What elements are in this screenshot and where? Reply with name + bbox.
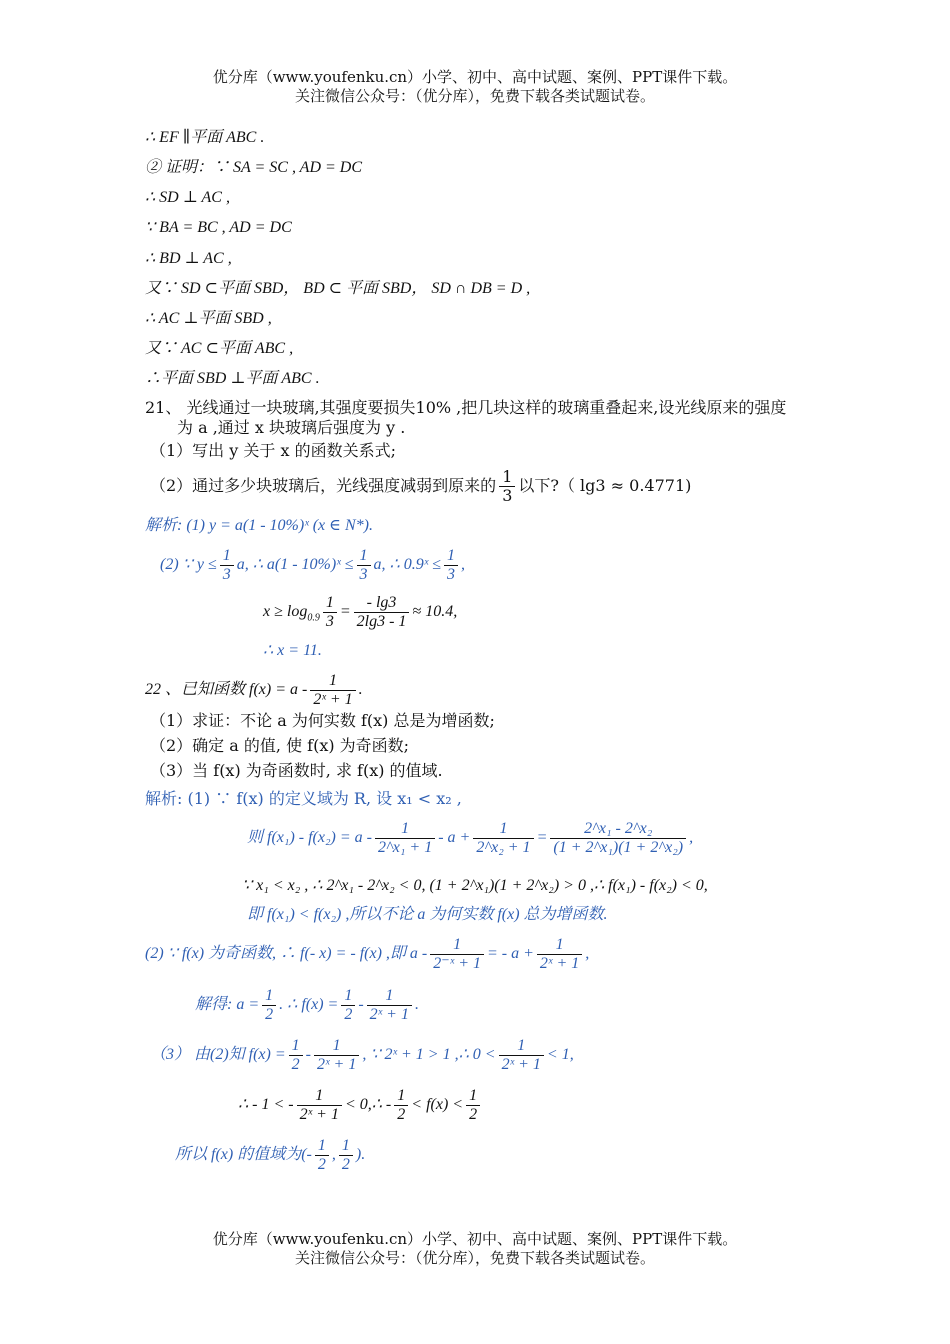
proof-line-5: ∴ BD ⊥ AC , — [145, 250, 232, 267]
q22-solution-4: 即 f(x₁) < f(x₂) ,所以不论 a 为何实数 f(x) 总为增函数. — [247, 906, 608, 923]
q22-title — [145, 672, 363, 709]
proof-line-8: 又∵ AC ⊂平面 ABC , — [145, 340, 294, 357]
fraction — [297, 1087, 342, 1124]
fraction — [473, 820, 533, 857]
proof-line-7: ∴ AC ⊥平面 SBD , — [145, 310, 272, 327]
fraction — [220, 547, 234, 584]
numerator: 1 — [315, 1137, 329, 1156]
numerator: 1 — [367, 987, 412, 1006]
numerator: 1 — [220, 547, 234, 566]
q22-part-3: （3）当 f(x) 为奇函数时, 求 f(x) 的值域. — [150, 761, 443, 780]
s5-c: , — [585, 945, 590, 963]
fraction — [537, 936, 582, 973]
proof-line-6: 又∵ SD ⊂平面 SBD， BD ⊂ 平面 SBD， SD ∩ DB = D , — [145, 280, 531, 297]
numerator: 1 — [357, 547, 371, 566]
numerator: 1 — [310, 672, 355, 691]
denominator: 2 — [397, 1106, 406, 1123]
denominator: 3 — [325, 613, 334, 630]
fraction — [315, 1137, 329, 1174]
fraction — [339, 1137, 353, 1174]
fraction — [310, 672, 355, 709]
sol2-b: a, ∴ a(1 - 10%)ˣ ≤ — [236, 556, 354, 574]
q21-title-2: 为 a ,通过 x 块玻璃后强度为 y . — [177, 418, 406, 437]
fraction — [394, 1087, 408, 1124]
header-line-2: 关注微信公众号：（优分库），免费下载各类试题试卷。 — [294, 87, 655, 105]
fraction — [499, 1037, 544, 1074]
s7-c: , ∵ 2ˣ + 1 > 1 ,∴ 0 < — [362, 1046, 496, 1064]
s8-b: < 0,∴ - — [344, 1096, 392, 1114]
numerator: 1 — [297, 1087, 342, 1106]
fraction — [466, 1087, 480, 1124]
fraction — [323, 594, 337, 631]
denominator: 2ˣ + 1 — [369, 1006, 409, 1023]
sol3-c: = — [339, 603, 351, 621]
s5-b: = - a + — [487, 945, 534, 963]
s6-c: - — [358, 996, 364, 1014]
q21-part-1: （1）写出 y 关于 x 的函数关系式; — [150, 441, 396, 460]
s7-b: - — [305, 1046, 311, 1064]
q21-part-2-text: （2）通过多少块玻璃后，光线强度减弱到原来的 — [150, 476, 497, 495]
denominator: 2ˣ + 1 — [299, 1106, 339, 1123]
sol2-a: (2) ∵ y ≤ — [160, 556, 217, 574]
denominator: 2ˣ + 1 — [539, 955, 580, 972]
s9-b: , — [331, 1146, 336, 1164]
denominator: 3 — [502, 486, 513, 505]
numerator: 1 — [444, 547, 458, 566]
q22-solution-1: 解析: (1) ∵ f(x) 的定义域为 R, 设 x₁ < x₂ , — [145, 789, 462, 808]
header-line-1: 优分库（www.youfenku.cn）小学、初中、高中试题、案例、PPT课件下载。 — [212, 68, 738, 86]
denominator: 2^x₁ + 1 — [378, 839, 433, 856]
s7-a: （3） 由(2)知 f(x) = — [150, 1046, 286, 1064]
numerator: 1 — [375, 820, 435, 839]
s6-b: . ∴ f(x) = — [279, 996, 339, 1014]
s8-a: ∴ - 1 < - — [238, 1096, 294, 1114]
numerator: 1 — [499, 468, 515, 487]
denominator: 2 — [291, 1056, 300, 1073]
denominator: 2^x₂ + 1 — [476, 839, 531, 856]
denominator: (1 + 2^x₁)(1 + 2^x₂) — [553, 839, 684, 856]
sol2-c: a, ∴ 0.9ˣ ≤ — [373, 556, 441, 574]
numerator: 1 — [430, 936, 484, 955]
numerator: 1 — [323, 594, 337, 613]
log-base: 0.9 — [307, 612, 320, 624]
q22-solution-8 — [238, 1087, 483, 1124]
q22-solution-5 — [145, 936, 589, 973]
fraction — [444, 547, 458, 584]
fraction — [314, 1037, 359, 1074]
fraction — [367, 987, 412, 1024]
numerator: 1 — [341, 987, 355, 1006]
s6-a: 解得: a = — [195, 996, 260, 1014]
sol3-a: x ≥ log — [263, 603, 308, 621]
q21-solution-1: 解析: (1) y = a(1 - 10%)ˣ (x ∈ N*). — [145, 517, 373, 534]
period: . — [358, 681, 363, 699]
q21-solution-4: ∴ x = 11. — [263, 642, 322, 659]
proof-line-2: ② 证明：∵ SA = SC , AD = DC — [145, 159, 363, 176]
denominator: 2⁻ˣ + 1 — [433, 955, 481, 972]
s5-a: (2) ∵ f(x) 为奇函数, ∴ f(- x) = - f(x) ,即 a - — [145, 945, 428, 963]
q22-solution-6 — [195, 987, 419, 1024]
q22-solution-2 — [247, 820, 693, 857]
footer-line-2: 关注微信公众号：（优分库），免费下载各类试题试卷。 — [294, 1249, 655, 1267]
q21-solution-3 — [263, 594, 457, 631]
proof-line-1: ∴ EF ∥平面 ABC . — [145, 129, 265, 146]
denominator: 2 — [317, 1156, 326, 1173]
fraction — [550, 820, 686, 857]
s2-end: , — [689, 829, 694, 847]
s2-c: = — [536, 829, 548, 847]
proof-line-9: ∴平面 SBD ⊥平面 ABC . — [145, 370, 320, 387]
denominator: 2ˣ + 1 — [317, 1056, 357, 1073]
proof-line-4: ∵ BA = BC , AD = DC — [145, 219, 292, 236]
fraction — [341, 987, 355, 1024]
denominator: 2lg3 - 1 — [356, 613, 407, 630]
q21-title-1: 21、 光线通过一块玻璃,其强度要损失10% ,把几块这样的玻璃重叠起来,设光线原来的强度 — [145, 398, 787, 417]
numerator: 1 — [394, 1087, 408, 1106]
q21-solution-2 — [160, 547, 465, 584]
s8-c: < f(x) < — [411, 1096, 464, 1114]
q22-part-2: （2）确定 a 的值, 使 f(x) 为奇函数; — [150, 736, 410, 755]
numerator: 1 — [314, 1037, 359, 1056]
denominator: 2 — [265, 1006, 274, 1023]
fraction — [289, 1037, 303, 1074]
denominator: 3 — [359, 566, 368, 583]
denominator: 2 — [469, 1106, 478, 1123]
q22-solution-3: ∵ x₁ < x₂ , ∴ 2^x₁ - 2^x₂ < 0, (1 + 2^x₁)(1 + 2^x₂) > 0 ,∴ f(x₁) - f(x₂) < 0, — [242, 877, 708, 894]
sol3-d: ≈ 10.4, — [412, 603, 458, 621]
numerator: 1 — [537, 936, 582, 955]
s2-a: 则 f(x₁) - f(x₂) = a - — [247, 829, 372, 847]
s9-c: ). — [355, 1146, 366, 1164]
denominator: 3 — [222, 566, 231, 583]
q21-part-2-hint: 以下?（ lg3 ≈ 0.4771) — [518, 476, 692, 495]
numerator: - lg3 — [354, 594, 410, 613]
fraction — [262, 987, 276, 1024]
q21-part-2 — [150, 468, 691, 505]
fraction-one-third — [499, 468, 515, 505]
q22-title-text: 22 、已知函数 f(x) = a - — [145, 681, 308, 699]
denominator: 2ˣ + 1 — [501, 1056, 541, 1073]
footer-line-1: 优分库（www.youfenku.cn）小学、初中、高中试题、案例、PPT课件下载。 — [212, 1230, 738, 1248]
numerator: 1 — [499, 1037, 544, 1056]
denominator: 2 — [344, 1006, 353, 1023]
sol2-d: , — [461, 556, 465, 574]
numerator: 1 — [339, 1137, 353, 1156]
numerator: 1 — [473, 820, 533, 839]
fraction — [375, 820, 435, 857]
s6-d: . — [414, 996, 419, 1014]
q22-solution-9 — [175, 1137, 365, 1174]
fraction — [357, 547, 371, 584]
fraction — [430, 936, 484, 973]
denominator: 2 — [341, 1156, 350, 1173]
denominator: 2ˣ + 1 — [313, 691, 353, 708]
numerator: 1 — [262, 987, 276, 1006]
proof-line-3: ∴ SD ⊥ AC , — [145, 189, 230, 206]
s7-d: < 1, — [546, 1046, 574, 1064]
fraction — [354, 594, 410, 631]
s9-a: 所以 f(x) 的值域为(- — [175, 1146, 312, 1164]
numerator: 2^x₁ - 2^x₂ — [550, 820, 686, 839]
s2-b: - a + — [438, 829, 471, 847]
numerator: 1 — [289, 1037, 303, 1056]
denominator: 3 — [447, 566, 455, 583]
q22-part-1: （1）求证：不论 a 为何实数 f(x) 总是为增函数; — [150, 711, 495, 730]
numerator: 1 — [466, 1087, 480, 1106]
q22-solution-7 — [150, 1037, 574, 1074]
